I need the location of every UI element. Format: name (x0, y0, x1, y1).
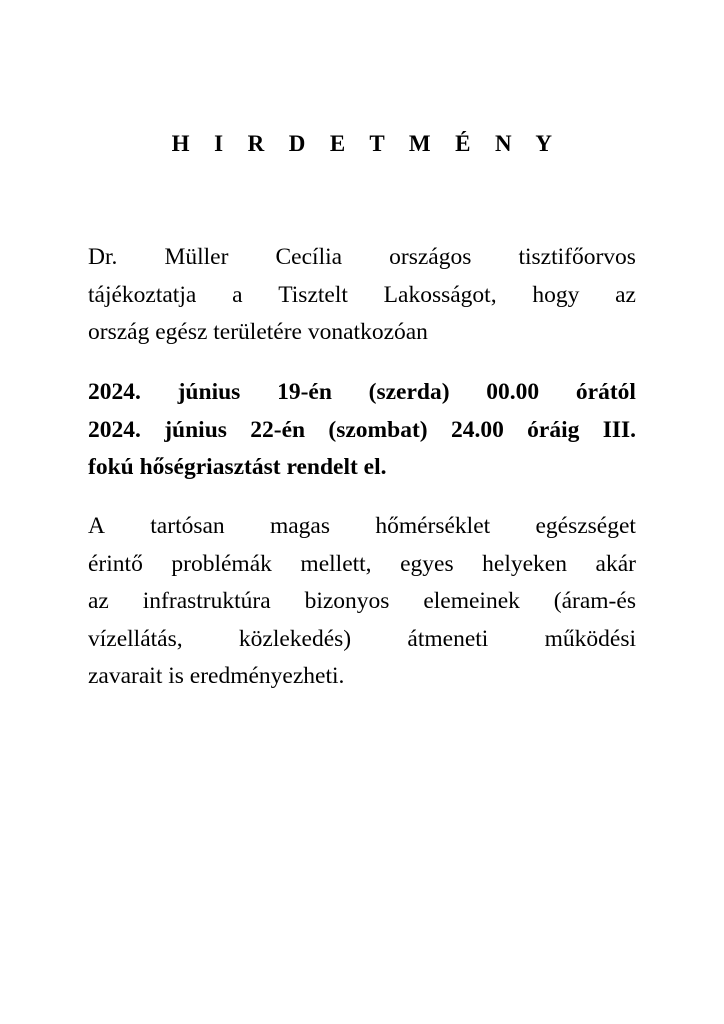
word: Dr. (88, 244, 118, 270)
word: 2024. (88, 416, 141, 443)
word: 00.00 (486, 379, 540, 405)
word: hőmérséklet (375, 513, 491, 539)
alert-period-paragraph (88, 374, 636, 487)
paragraph-line (88, 546, 636, 584)
word: óráig (527, 416, 580, 443)
paragraph-line: fokú hőségriasztást rendelt el. (88, 454, 387, 481)
word: Müller (164, 244, 229, 270)
word: (szerda) (368, 379, 450, 405)
word: problémák (171, 550, 272, 577)
paragraph-line (88, 374, 636, 412)
word: érintő (88, 550, 143, 577)
word: 19-én (277, 379, 332, 405)
word: Cecília (275, 244, 343, 270)
word: vízellátás, (88, 625, 183, 652)
word: infrastruktúra (142, 588, 271, 615)
paragraph-line (88, 508, 636, 546)
word: országos (389, 244, 472, 270)
word: tisztifőorvos (518, 244, 636, 270)
word: (áram-és (553, 588, 636, 615)
paragraph-line (88, 412, 636, 450)
word: hogy (532, 281, 580, 308)
word: közlekedés) (238, 625, 352, 652)
word: A (88, 513, 105, 539)
word: egészséget (535, 513, 636, 539)
document-title: H I R D E T M É N Y (171, 131, 562, 156)
word: helyeken (482, 550, 567, 577)
word: átmeneti (407, 625, 489, 652)
paragraph-line (88, 277, 636, 315)
paragraph-line: zavarait is eredményezheti. (88, 663, 345, 690)
word: magas (269, 513, 331, 539)
word: az (615, 281, 636, 308)
word: 22-én (250, 416, 306, 443)
word: akár (595, 550, 636, 577)
word: órától (575, 379, 636, 405)
word: működési (544, 625, 636, 652)
word: tájékoztatja (88, 281, 197, 308)
word: III. (602, 416, 636, 443)
word: egyes (400, 550, 454, 577)
word: június (164, 416, 227, 443)
word: Tisztelt (278, 281, 348, 308)
word: (szombat) (328, 416, 428, 443)
word: 24.00 (450, 416, 504, 443)
word: 2024. (88, 379, 141, 405)
word: június (177, 379, 241, 405)
word: mellett, (300, 550, 372, 577)
word: Lakosságot, (383, 281, 497, 308)
word: a (232, 281, 243, 308)
impact-paragraph (88, 508, 636, 696)
paragraph-line (88, 239, 636, 277)
word: az (88, 588, 109, 615)
word: elemeinek (423, 588, 520, 615)
word: bizonyos (304, 588, 390, 615)
word: tartósan (150, 513, 225, 539)
announcement-intro-paragraph (88, 239, 636, 352)
paragraph-line (88, 621, 636, 659)
paragraph-line: ország egész területére vonatkozóan (88, 319, 428, 346)
paragraph-line (88, 583, 636, 621)
